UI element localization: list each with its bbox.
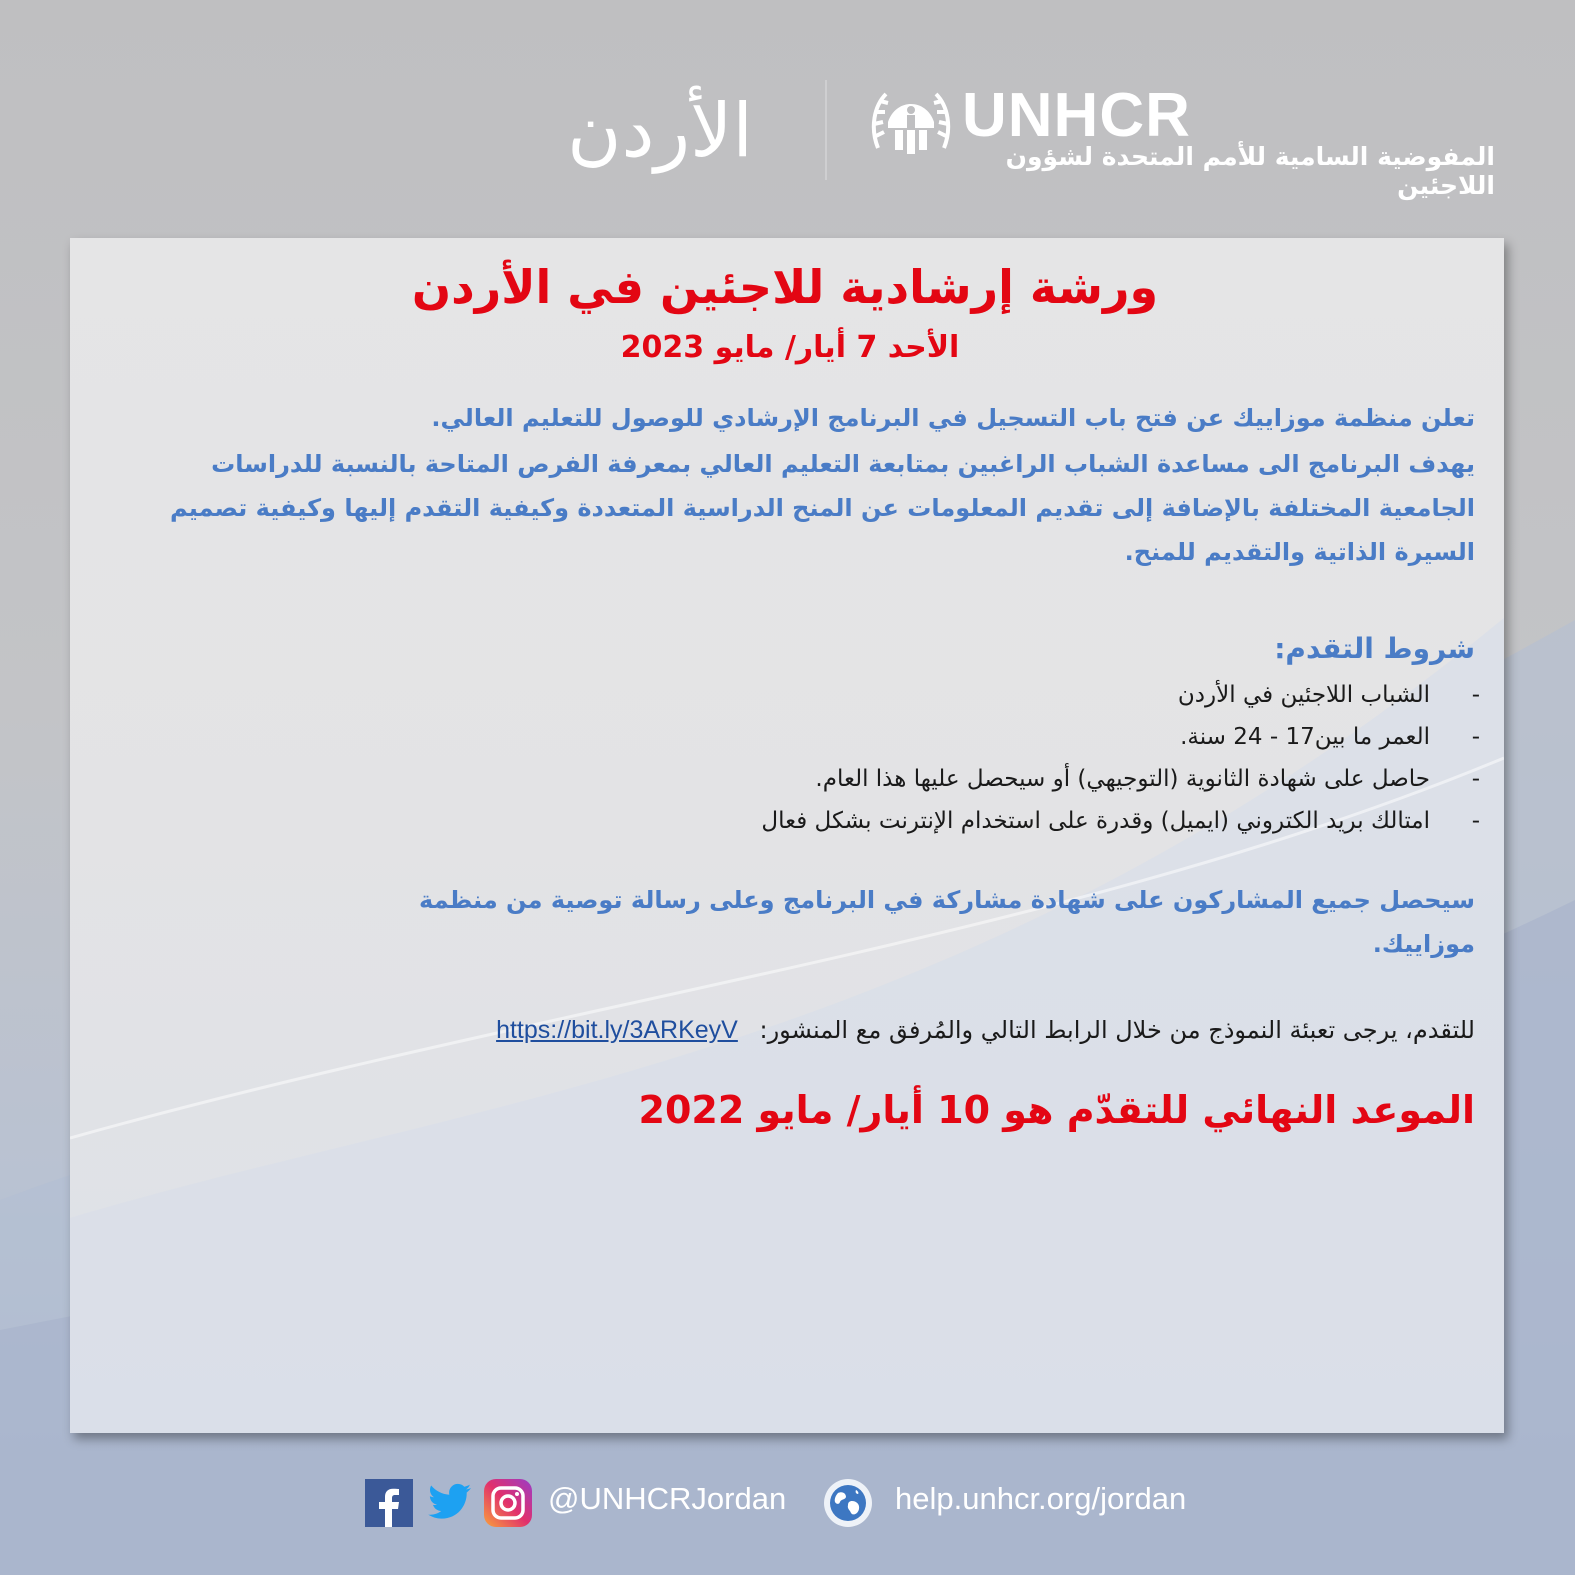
list-marker: - — [1471, 682, 1480, 708]
intro-line: تعلن منظمة موزاييك عن فتح باب التسجيل في البرنامج الإرشادي للوصول للتعليم العالي. — [431, 404, 1475, 432]
condition-item: - امتالك بريد الكتروني (ايميل) وقدرة على استخدام الإنترنت بشكل فعال — [470, 800, 1480, 842]
footer — [0, 1475, 1575, 1535]
list-marker: - — [1471, 808, 1480, 834]
deadline-text: الموعد النهائي للتقدّم هو 10 أيار/ مايو 2022 — [638, 1088, 1475, 1132]
instagram-icon[interactable] — [484, 1479, 532, 1527]
conditions-list — [470, 674, 1480, 842]
apply-link[interactable]: https://bit.ly/3ARKeyV — [496, 1016, 738, 1044]
unhcr-emblem-icon — [870, 88, 952, 164]
workshop-date: الأحد 7 أيار/ مايو 2023 — [620, 330, 960, 365]
header-divider — [825, 80, 827, 180]
list-marker: - — [1471, 766, 1480, 792]
list-marker: - — [1471, 724, 1480, 750]
condition-item: - الشباب اللاجئين في الأردن — [470, 674, 1480, 716]
website-link[interactable]: help.unhcr.org/jordan — [895, 1481, 1187, 1516]
facebook-icon[interactable] — [365, 1479, 413, 1527]
apply-instructions — [270, 1008, 1475, 1052]
globe-icon — [822, 1477, 874, 1529]
unhcr-subtitle: المفوضية السامية للأمم المتحدة لشؤون اللاجئين — [1005, 142, 1495, 200]
announcement-card — [70, 238, 1504, 1433]
condition-item: - حاصل على شهادة الثانوية (التوجيهي) أو سيحصل عليها هذا العام. — [470, 758, 1480, 800]
unhcr-logo-text: UNHCR — [962, 81, 1191, 150]
condition-item: - العمر ما بين17 - 24 سنة. — [470, 716, 1480, 758]
country-label: الأردن — [567, 88, 753, 174]
twitter-icon[interactable] — [428, 1483, 472, 1523]
apply-text: للتقدم، يرجى تعبئة النموذج من خلال الرابط التالي والمُرفق مع المنشور: — [759, 1016, 1475, 1044]
workshop-title: ورشة إرشادية للاجئين في الأردن — [411, 260, 1159, 314]
intro-body: يهدف البرنامج الى مساعدة الشباب الراغبين بمتابعة التعليم العالي بمعرفة الفرص المتاحة بالنسبة للدراسات الجامعية المختلفة بالإضافة إلى تقديم المعلومات عن المنح الدراسية المتعددة وكيفية التقدم إليها وكيفية تصميم السيرة الذاتية والتقديم للمنح. — [169, 450, 1475, 566]
social-handle[interactable]: @UNHCRJordan — [548, 1481, 787, 1516]
conditions-heading: شروط التقدم: — [1274, 632, 1475, 665]
certificate-note: سيحصل جميع المشاركون على شهادة مشاركة في البرنامج وعلى رسالة توصية من منظمة موزاييك. — [419, 886, 1475, 958]
